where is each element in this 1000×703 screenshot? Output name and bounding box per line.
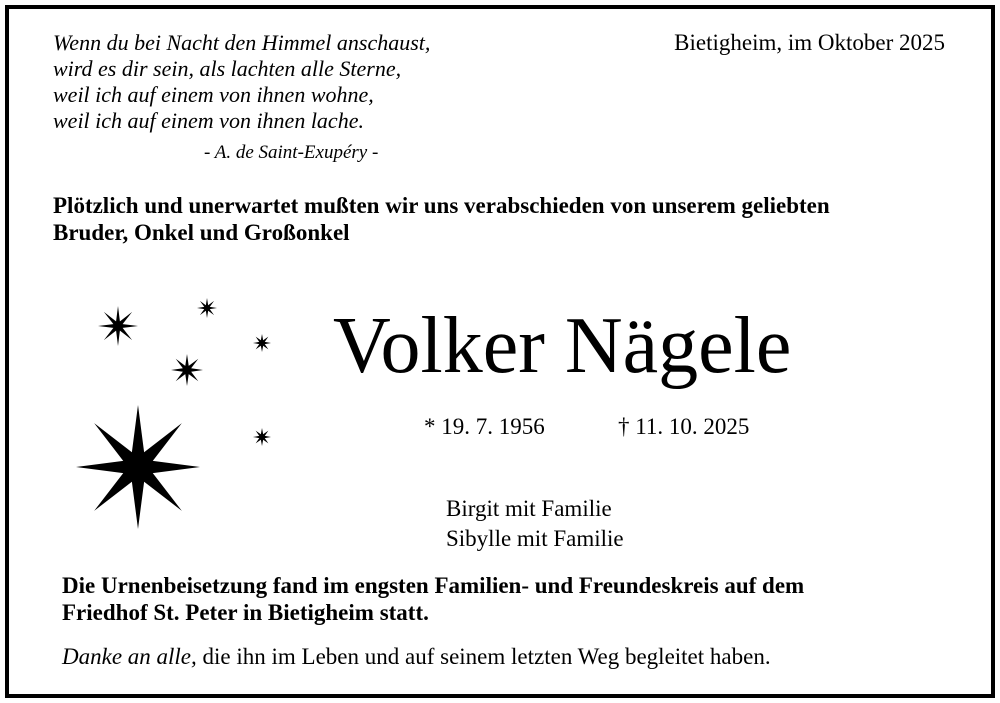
mourner-item: Sibylle mit Familie	[446, 526, 624, 551]
burial-line: Friedhof St. Peter in Bietigheim statt.	[62, 600, 429, 625]
poem-line: weil ich auf einem von ihnen lache.	[53, 108, 364, 133]
thanks-text	[62, 644, 771, 670]
intro-line: Bruder, Onkel und Großonkel	[53, 220, 350, 245]
mourner-item: Birgit mit Familie	[446, 496, 612, 521]
deceased-name: Volker Nägele	[333, 302, 792, 390]
poem-attribution: - A. de Saint-Exupéry -	[204, 142, 379, 163]
poem-line: weil ich auf einem von ihnen wohne,	[53, 82, 374, 107]
poem	[53, 30, 430, 134]
thanks-italic: Danke an alle,	[62, 644, 197, 669]
death-date: † 11. 10. 2025	[618, 414, 750, 439]
intro-line: Plötzlich und unerwartet mußten wir uns verabschieden von unserem geliebten	[53, 193, 830, 218]
burial-text	[62, 572, 804, 626]
poem-line: wird es dir sein, als lachten alle Sterne,	[53, 56, 402, 81]
intro-text	[53, 192, 830, 246]
thanks-rest: die ihn im Leben und auf seinem letzten Weg begleitet haben.	[196, 644, 771, 669]
poem-line: Wenn du bei Nacht den Himmel anschaust,	[53, 30, 431, 55]
burial-line: Die Urnenbeisetzung fand im engsten Familien- und Freundeskreis auf dem	[62, 573, 805, 598]
place-date: Bietigheim, im Oktober 2025	[674, 30, 945, 55]
birth-date: * 19. 7. 1956	[424, 414, 545, 439]
mourners-list	[446, 494, 624, 554]
